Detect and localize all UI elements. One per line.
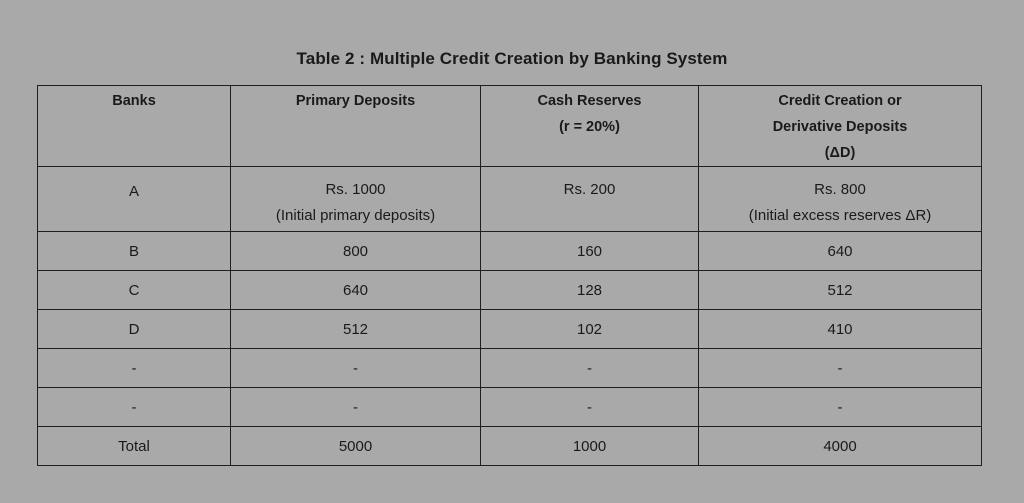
cell-credit-value: Rs. 800 <box>814 181 866 198</box>
cell-credit: 4000 <box>699 427 982 466</box>
cell-primary: 640 <box>231 271 481 310</box>
cell-cash: 128 <box>481 271 699 310</box>
header-credit-label-1: Credit Creation or <box>778 93 902 109</box>
table-row-d <box>38 310 982 349</box>
cell-bank: C <box>38 271 231 310</box>
cell-cash: - <box>481 388 699 427</box>
cell-primary-note: (Initial primary deposits) <box>275 207 436 224</box>
header-primary-label: Primary Deposits <box>295 93 416 109</box>
cell-primary: 512 <box>231 310 481 349</box>
table-row-ellipsis-2 <box>38 388 982 427</box>
cell-primary-value: Rs. 1000 <box>325 181 386 198</box>
header-banks-label: Banks <box>112 93 156 109</box>
cell-credit: - <box>699 349 982 388</box>
cell-credit: - <box>699 388 982 427</box>
cell-bank: - <box>38 349 231 388</box>
header-cash-ratio: (r = 20%) <box>559 119 620 135</box>
cell-primary <box>231 167 481 232</box>
cell-primary: 800 <box>231 232 481 271</box>
cell-primary: - <box>231 388 481 427</box>
cell-credit: 410 <box>699 310 982 349</box>
cell-credit <box>699 167 982 232</box>
header-credit-label-2: Derivative Deposits <box>772 119 908 135</box>
header-cash-reserves <box>481 86 699 167</box>
cell-bank: - <box>38 388 231 427</box>
header-cash-label: Cash Reserves <box>537 93 642 109</box>
cell-cash <box>481 167 699 232</box>
header-primary-deposits <box>231 86 481 167</box>
cell-cash: 102 <box>481 310 699 349</box>
cell-credit-note: (Initial excess reserves ΔR) <box>748 207 932 224</box>
header-credit-label-3: (ΔD) <box>824 145 856 161</box>
table-row-c <box>38 271 982 310</box>
table-row-ellipsis-1 <box>38 349 982 388</box>
header-row <box>38 86 982 167</box>
table-caption: Table 2 : Multiple Credit Creation by Banking System <box>296 49 728 68</box>
cell-bank: B <box>38 232 231 271</box>
table-row-b <box>38 232 982 271</box>
cell-bank-text: A <box>128 183 139 200</box>
header-credit-creation <box>699 86 982 167</box>
table-row-a <box>38 167 982 232</box>
cell-cash-value: Rs. 200 <box>563 181 616 198</box>
cell-primary: 5000 <box>231 427 481 466</box>
cell-credit: 640 <box>699 232 982 271</box>
header-banks <box>38 86 231 167</box>
cell-primary: - <box>231 349 481 388</box>
cell-bank <box>38 167 231 232</box>
cell-credit: 512 <box>699 271 982 310</box>
cell-cash: 160 <box>481 232 699 271</box>
cell-bank: D <box>38 310 231 349</box>
table-row-total <box>38 427 982 466</box>
cell-cash: - <box>481 349 699 388</box>
credit-creation-table <box>37 85 982 466</box>
cell-cash: 1000 <box>481 427 699 466</box>
cell-bank: Total <box>38 427 231 466</box>
